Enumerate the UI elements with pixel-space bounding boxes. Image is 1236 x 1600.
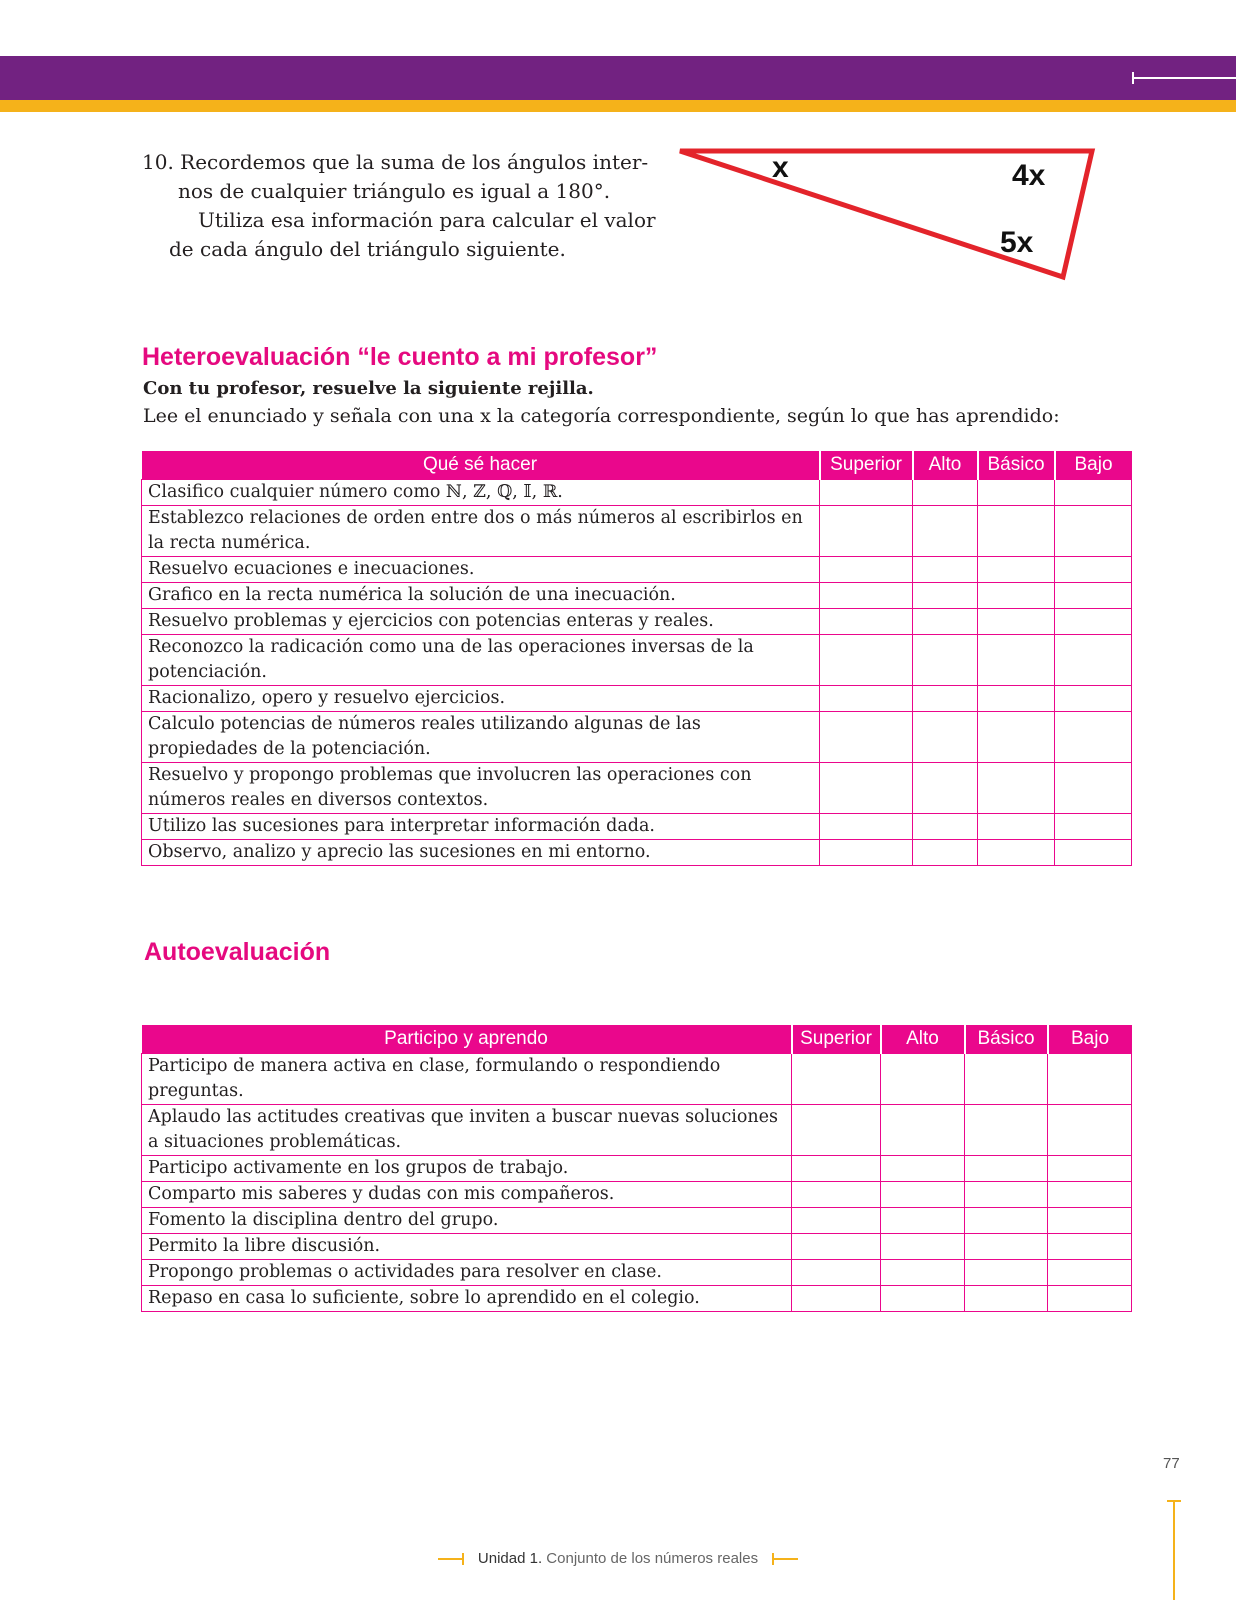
header-superior: Superior bbox=[792, 1025, 881, 1054]
rating-cell-alto[interactable] bbox=[881, 1182, 965, 1208]
rating-cell-basico[interactable] bbox=[978, 712, 1055, 763]
criterion-text: Calculo potencias de números reales utilizando algunas de las propiedades de la potenciación. bbox=[142, 712, 820, 763]
rating-cell-superior[interactable] bbox=[820, 635, 913, 686]
autoevaluacion-title: Autoevaluación bbox=[144, 938, 331, 966]
table-row bbox=[142, 635, 1132, 686]
heteroevaluacion-title: Heteroevaluación “le cuento a mi profesor” bbox=[142, 343, 658, 371]
rating-cell-superior[interactable] bbox=[820, 840, 913, 866]
rating-cell-alto[interactable] bbox=[913, 557, 978, 583]
rating-cell-basico[interactable] bbox=[978, 609, 1055, 635]
rating-cell-alto[interactable] bbox=[913, 712, 978, 763]
header-bajo: Bajo bbox=[1055, 451, 1132, 480]
rating-cell-bajo[interactable] bbox=[1055, 506, 1132, 557]
rating-cell-bajo[interactable] bbox=[1048, 1260, 1132, 1286]
rating-cell-basico[interactable] bbox=[978, 686, 1055, 712]
rating-cell-superior[interactable] bbox=[820, 480, 913, 506]
table-row bbox=[142, 763, 1132, 814]
header-decor-line bbox=[1132, 77, 1236, 79]
question-10 bbox=[142, 148, 656, 264]
rating-cell-basico[interactable] bbox=[965, 1182, 1048, 1208]
rating-cell-bajo[interactable] bbox=[1048, 1156, 1132, 1182]
rating-cell-alto[interactable] bbox=[913, 763, 978, 814]
rating-cell-superior[interactable] bbox=[820, 506, 913, 557]
header-criterion: Qué sé hacer bbox=[142, 451, 820, 480]
heteroevaluacion-subtitle: Con tu profesor, resuelve la siguiente rejilla. bbox=[143, 378, 594, 399]
header-accent-band bbox=[0, 100, 1236, 112]
rating-cell-bajo[interactable] bbox=[1048, 1208, 1132, 1234]
rating-cell-bajo[interactable] bbox=[1048, 1286, 1132, 1312]
angle-label-5x: 5x bbox=[1000, 226, 1034, 259]
rating-cell-alto[interactable] bbox=[881, 1054, 965, 1105]
rating-cell-alto[interactable] bbox=[881, 1234, 965, 1260]
rating-cell-bajo[interactable] bbox=[1048, 1054, 1132, 1105]
autoevaluacion-table bbox=[141, 1025, 1132, 1312]
table-row bbox=[142, 506, 1132, 557]
rating-cell-alto[interactable] bbox=[881, 1260, 965, 1286]
criterion-text: Fomento la disciplina dentro del grupo. bbox=[142, 1208, 792, 1234]
rating-cell-basico[interactable] bbox=[978, 506, 1055, 557]
table-row bbox=[142, 840, 1132, 866]
criterion-text: Reconozco la radicación como una de las operaciones inversas de la potenciación. bbox=[142, 635, 820, 686]
table-row bbox=[142, 557, 1132, 583]
rating-cell-superior[interactable] bbox=[792, 1260, 881, 1286]
rating-cell-basico[interactable] bbox=[965, 1286, 1048, 1312]
footer-decor-right bbox=[772, 1558, 798, 1560]
rating-cell-alto[interactable] bbox=[913, 506, 978, 557]
table-row bbox=[142, 712, 1132, 763]
rating-cell-superior[interactable] bbox=[792, 1208, 881, 1234]
heteroevaluacion-table bbox=[141, 451, 1132, 866]
rating-cell-basico[interactable] bbox=[965, 1105, 1048, 1156]
criterion-text: Repaso en casa lo suficiente, sobre lo aprendido en el colegio. bbox=[142, 1286, 792, 1312]
rating-cell-bajo[interactable] bbox=[1048, 1105, 1132, 1156]
rating-cell-alto[interactable] bbox=[881, 1156, 965, 1182]
rating-cell-superior[interactable] bbox=[792, 1105, 881, 1156]
triangle-figure bbox=[676, 144, 1098, 284]
rating-cell-basico[interactable] bbox=[965, 1156, 1048, 1182]
question-line: Utiliza esa información para calcular el valor bbox=[198, 208, 656, 232]
criterion-text: Propongo problemas o actividades para resolver en clase. bbox=[142, 1260, 792, 1286]
rating-cell-alto[interactable] bbox=[913, 686, 978, 712]
heteroevaluacion-instruction: Lee el enunciado y señala con una x la categoría correspondiente, según lo que has aprendido: bbox=[143, 405, 1060, 427]
rating-cell-alto[interactable] bbox=[913, 583, 978, 609]
rating-cell-basico[interactable] bbox=[978, 557, 1055, 583]
rating-cell-bajo[interactable] bbox=[1055, 686, 1132, 712]
rating-cell-bajo[interactable] bbox=[1055, 635, 1132, 686]
rating-cell-bajo[interactable] bbox=[1055, 583, 1132, 609]
table-row bbox=[142, 609, 1132, 635]
header-superior: Superior bbox=[820, 451, 913, 480]
rating-cell-bajo[interactable] bbox=[1055, 763, 1132, 814]
rating-cell-alto[interactable] bbox=[913, 635, 978, 686]
rating-cell-basico[interactable] bbox=[965, 1260, 1048, 1286]
footer bbox=[0, 1550, 1236, 1567]
rating-cell-bajo[interactable] bbox=[1048, 1182, 1132, 1208]
rating-cell-superior[interactable] bbox=[820, 609, 913, 635]
rating-cell-superior[interactable] bbox=[792, 1182, 881, 1208]
rating-cell-basico[interactable] bbox=[965, 1054, 1048, 1105]
table-row bbox=[142, 1286, 1132, 1312]
rating-cell-bajo[interactable] bbox=[1048, 1234, 1132, 1260]
rating-cell-bajo[interactable] bbox=[1055, 814, 1132, 840]
table-row bbox=[142, 480, 1132, 506]
header-alto: Alto bbox=[913, 451, 978, 480]
rating-cell-bajo[interactable] bbox=[1055, 609, 1132, 635]
table-row bbox=[142, 1182, 1132, 1208]
question-line: nos de cualquier triángulo es igual a 180°. bbox=[178, 179, 611, 203]
rating-cell-alto[interactable] bbox=[913, 480, 978, 506]
criterion-text: Participo activamente en los grupos de trabajo. bbox=[142, 1156, 792, 1182]
criterion-text: Comparto mis saberes y dudas con mis compañeros. bbox=[142, 1182, 792, 1208]
table-row bbox=[142, 1234, 1132, 1260]
criterion-text: Resuelvo problemas y ejercicios con potencias enteras y reales. bbox=[142, 609, 820, 635]
criterion-text: Observo, analizo y aprecio las sucesiones en mi entorno. bbox=[142, 840, 820, 866]
rating-cell-superior[interactable] bbox=[820, 763, 913, 814]
rating-cell-superior[interactable] bbox=[820, 712, 913, 763]
question-line: de cada ángulo del triángulo siguiente. bbox=[169, 237, 566, 261]
rating-cell-alto[interactable] bbox=[881, 1286, 965, 1312]
table-row bbox=[142, 583, 1132, 609]
rating-cell-alto[interactable] bbox=[913, 814, 978, 840]
rating-cell-basico[interactable] bbox=[978, 814, 1055, 840]
rating-cell-superior[interactable] bbox=[792, 1054, 881, 1105]
header-alto: Alto bbox=[881, 1025, 965, 1054]
rating-cell-alto[interactable] bbox=[881, 1208, 965, 1234]
rating-cell-superior[interactable] bbox=[820, 686, 913, 712]
rating-cell-basico[interactable] bbox=[978, 635, 1055, 686]
table-row bbox=[142, 1105, 1132, 1156]
rating-cell-superior[interactable] bbox=[792, 1234, 881, 1260]
table-header-row bbox=[142, 1025, 1132, 1054]
table-row bbox=[142, 1054, 1132, 1105]
criterion-text: Permito la libre discusión. bbox=[142, 1234, 792, 1260]
rating-cell-bajo[interactable] bbox=[1055, 712, 1132, 763]
criterion-text: Utilizo las sucesiones para interpretar información dada. bbox=[142, 814, 820, 840]
rating-cell-alto[interactable] bbox=[913, 840, 978, 866]
header-decor-tick bbox=[1132, 72, 1134, 84]
rating-cell-bajo[interactable] bbox=[1055, 557, 1132, 583]
question-line: 10. Recordemos que la suma de los ángulos inter- bbox=[142, 150, 649, 174]
criterion-text: Aplaudo las actitudes creativas que inviten a buscar nuevas soluciones a situaciones problemáticas. bbox=[142, 1105, 792, 1156]
header-bajo: Bajo bbox=[1048, 1025, 1132, 1054]
criterion-text: Resuelvo y propongo problemas que involucren las operaciones con números reales en diversos contextos. bbox=[142, 763, 820, 814]
table-row bbox=[142, 814, 1132, 840]
rating-cell-superior[interactable] bbox=[820, 583, 913, 609]
table-row bbox=[142, 1260, 1132, 1286]
rating-cell-basico[interactable] bbox=[965, 1234, 1048, 1260]
rating-cell-alto[interactable] bbox=[881, 1105, 965, 1156]
table-header-row bbox=[142, 451, 1132, 480]
header-criterion: Participo y aprendo bbox=[142, 1025, 792, 1054]
page-number: 77 bbox=[1163, 1455, 1180, 1472]
rating-cell-basico[interactable] bbox=[978, 840, 1055, 866]
rating-cell-superior[interactable] bbox=[792, 1286, 881, 1312]
criterion-text: Resuelvo ecuaciones e inecuaciones. bbox=[142, 557, 820, 583]
criterion-text: Clasifico cualquier número como ℕ, ℤ, ℚ, 𝕀, ℝ. bbox=[142, 480, 820, 506]
angle-label-x: x bbox=[772, 151, 789, 184]
header-basico: Básico bbox=[965, 1025, 1048, 1054]
rating-cell-basico[interactable] bbox=[978, 583, 1055, 609]
footer-decor-left bbox=[438, 1558, 464, 1560]
table-row bbox=[142, 1156, 1132, 1182]
footer-unit-title: Conjunto de los números reales bbox=[546, 1550, 759, 1567]
rating-cell-basico[interactable] bbox=[978, 480, 1055, 506]
table-row bbox=[142, 1208, 1132, 1234]
criterion-text: Establezco relaciones de orden entre dos o más números al escribirlos en la recta numérica. bbox=[142, 506, 820, 557]
criterion-text: Racionalizo, opero y resuelvo ejercicios. bbox=[142, 686, 820, 712]
rating-cell-superior[interactable] bbox=[820, 557, 913, 583]
criterion-text: Grafico en la recta numérica la solución de una inecuación. bbox=[142, 583, 820, 609]
header-band bbox=[0, 56, 1236, 100]
angle-label-4x: 4x bbox=[1012, 159, 1046, 192]
footer-unit: Unidad 1. bbox=[477, 1550, 543, 1567]
rating-cell-alto[interactable] bbox=[913, 609, 978, 635]
rating-cell-basico[interactable] bbox=[965, 1208, 1048, 1234]
rating-cell-bajo[interactable] bbox=[1055, 480, 1132, 506]
rating-cell-superior[interactable] bbox=[820, 814, 913, 840]
rating-cell-superior[interactable] bbox=[792, 1156, 881, 1182]
criterion-text: Participo de manera activa en clase, formulando o respondiendo preguntas. bbox=[142, 1054, 792, 1105]
header-basico: Básico bbox=[978, 451, 1055, 480]
rating-cell-bajo[interactable] bbox=[1055, 840, 1132, 866]
rating-cell-basico[interactable] bbox=[978, 763, 1055, 814]
table-row bbox=[142, 686, 1132, 712]
